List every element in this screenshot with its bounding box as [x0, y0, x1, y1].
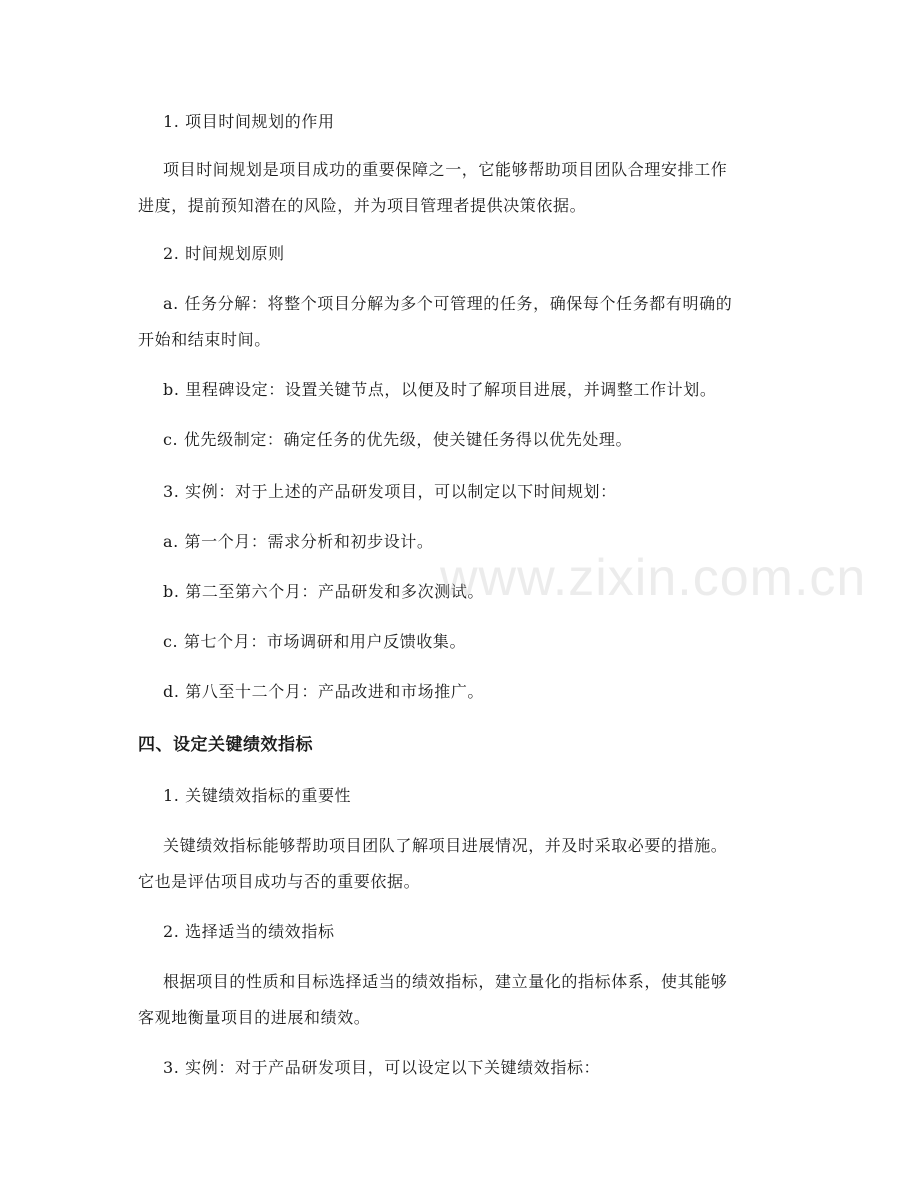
watermark: www.zixin.com.cn [440, 549, 867, 607]
paragraph-line: 关键绩效指标能够帮助项目团队了解项目进展情况，并及时采取必要的措施。 [163, 836, 728, 855]
subsection-title: 3. 实例：对于产品研发项目，可以设定以下关键绩效指标： [163, 1058, 601, 1077]
paragraph-line: 项目时间规划是项目成功的重要保障之一，它能够帮助项目团队合理安排工作 [163, 160, 728, 179]
subsection-title: 2. 选择适当的绩效指标 [163, 922, 335, 941]
subsection-title: 2. 时间规划原则 [163, 244, 285, 263]
paragraph-line: 进度，提前预知潜在的风险，并为项目管理者提供决策依据。 [138, 196, 587, 215]
paragraph-line: 根据项目的性质和目标选择适当的绩效指标，建立量化的指标体系，使其能够 [163, 972, 728, 991]
paragraph-line: 它也是评估项目成功与否的重要依据。 [138, 872, 421, 891]
list-item: b. 里程碑设定：设置关键节点，以便及时了解项目进展，并调整工作计划。 [163, 380, 717, 399]
subsection-title: 1. 关键绩效指标的重要性 [163, 786, 352, 805]
list-item: b. 第二至第六个月：产品研发和多次测试。 [163, 582, 485, 601]
subsection-title: 3. 实例：对于上述的产品研发项目，可以制定以下时间规划： [163, 482, 617, 501]
list-item: c. 第七个月：市场调研和用户反馈收集。 [163, 632, 467, 651]
paragraph-line: 客观地衡量项目的进展和绩效。 [138, 1008, 371, 1027]
list-item-continuation: 开始和结束时间。 [138, 330, 271, 349]
subsection-title: 1. 项目时间规划的作用 [163, 112, 335, 131]
list-item: a. 第一个月：需求分析和初步设计。 [163, 532, 434, 551]
list-item: c. 优先级制定：确定任务的优先级，使关键任务得以优先处理。 [163, 430, 633, 449]
list-item: d. 第八至十二个月：产品改进和市场推广。 [163, 682, 485, 701]
list-item: a. 任务分解：将整个项目分解为多个可管理的任务，确保每个任务都有明确的 [163, 294, 733, 313]
section-heading: 四、设定关键绩效指标 [138, 735, 313, 755]
